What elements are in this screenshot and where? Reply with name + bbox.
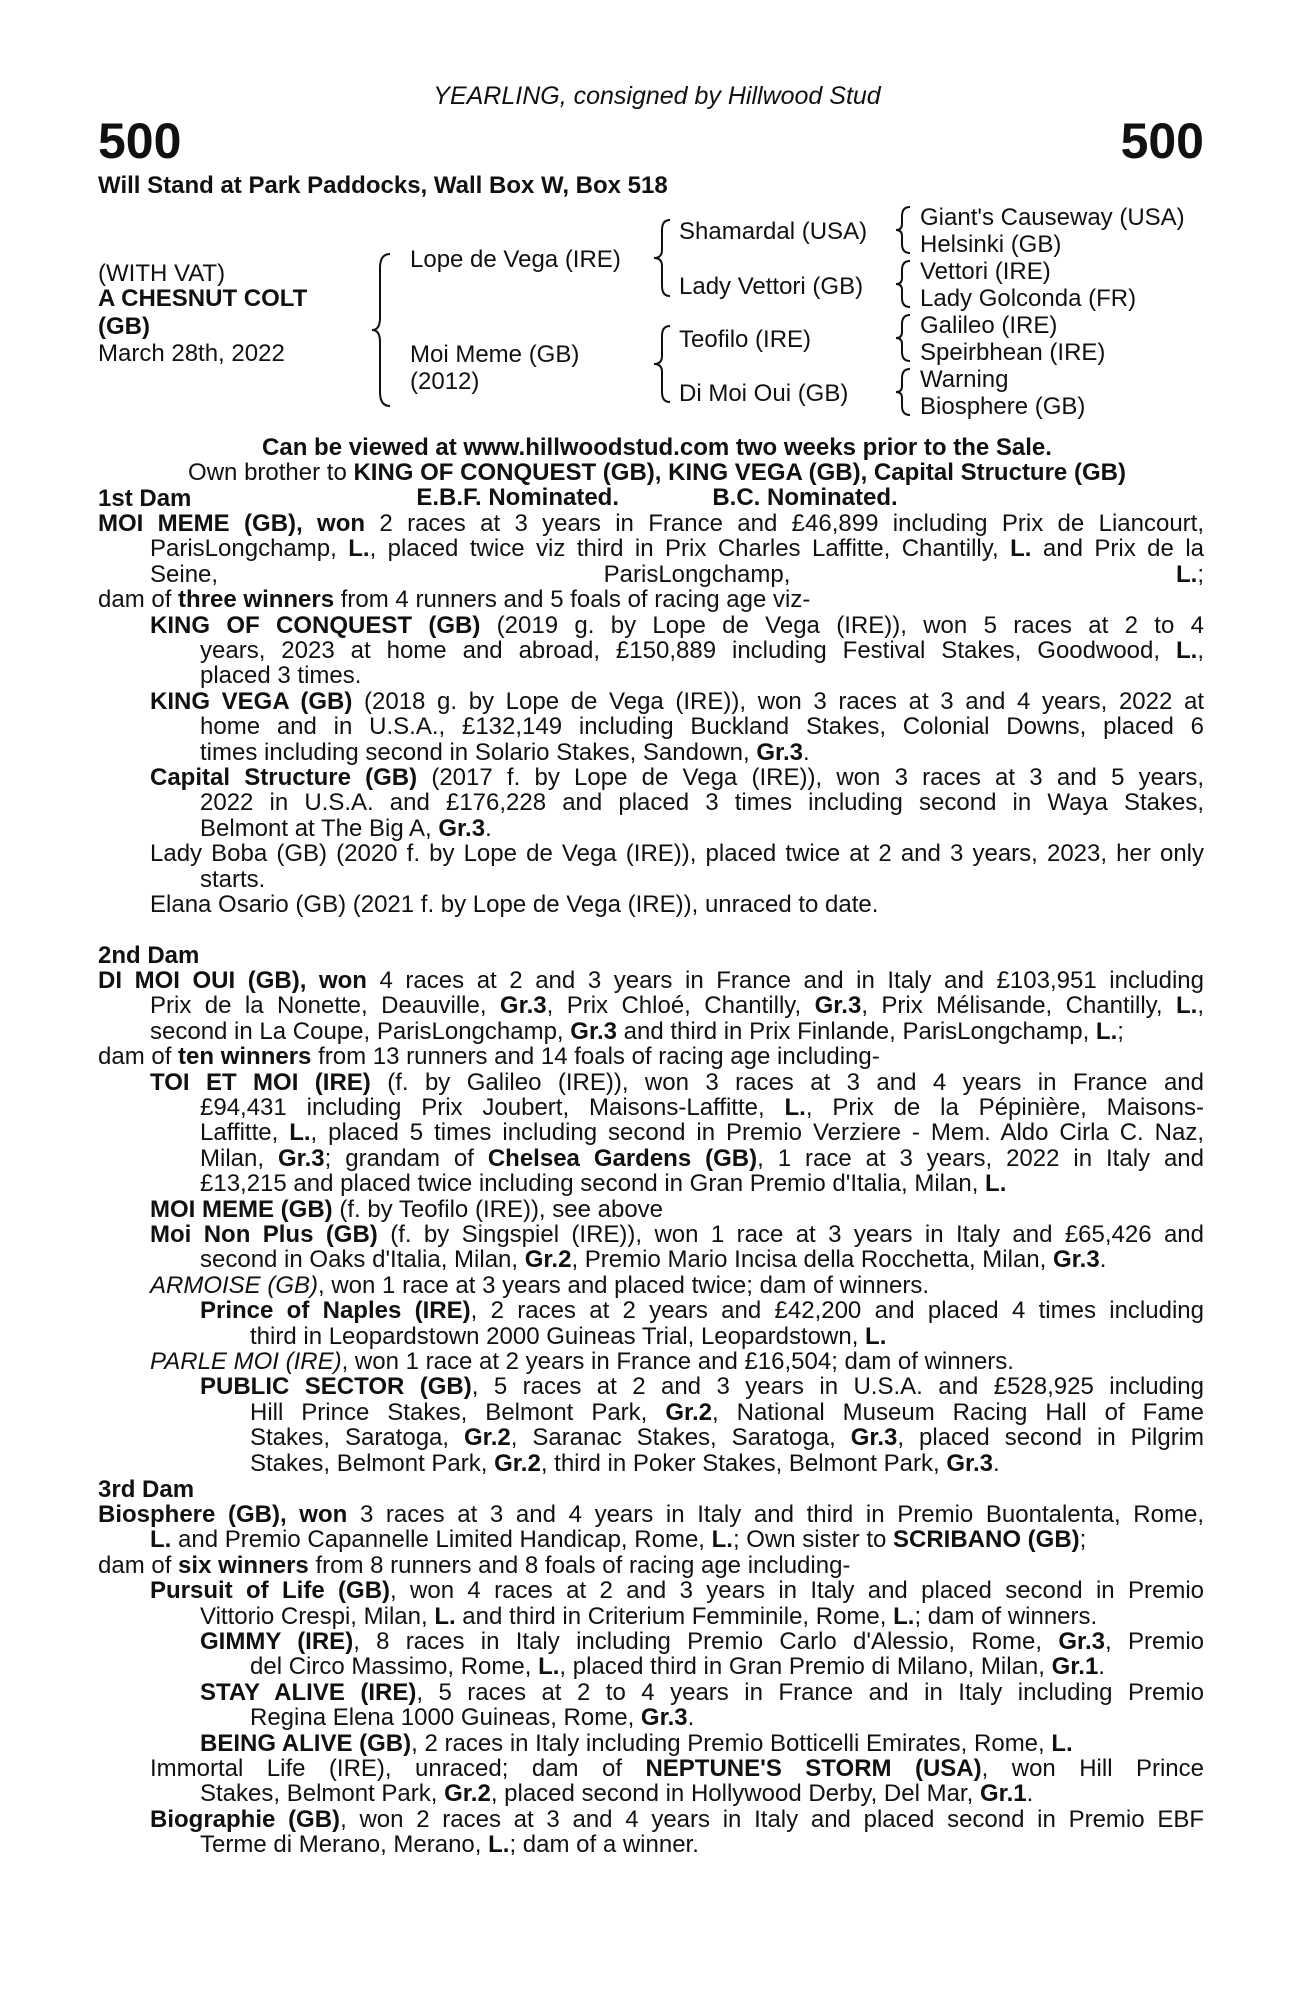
dam2-line: TOI ET MOI (IRE) (f. by Galileo (IRE)), won 3 races at 3 and 4 years in France and [150,1069,1204,1095]
dam2-line: Stakes, Belmont Park, Gr.2, third in Poker Stakes, Belmont Park, Gr.3. [250,1449,1000,1477]
bc-nomination: B.C. Nominated. [712,484,898,511]
granddam-line-3: Vettori (IRE) [920,258,1051,285]
sire-dam: Lady Vettori (GB) [679,273,864,300]
dam2-line: £13,215 and placed twice including second in Gran Premio d'Italia, Milan, L. [200,1170,1007,1198]
dam1-line: Lady Boba (GB) (2020 f. by Lope de Vega (IRE)), placed twice at 2 and 3 years, 2023, her only [150,841,1204,867]
dam1-line: years, 2023 at home and abroad, £150,889 including Festival Stakes, Goodwood, L., [200,638,1204,664]
dam1-line: KING VEGA (GB) (2018 g. by Lope de Vega (IRE)), won 3 races at 3 and 4 years, 2022 at [150,688,1204,715]
own-brother-note [0,459,1314,487]
dam2-line: third in Leopardstown 2000 Guineas Trial, Leopardstown, L. [250,1322,887,1350]
brace-g4 [892,366,914,418]
dam2-line: Laffitte, L., placed 5 times including second in Premio Verziere - Mem. Aldo Cirla C. Naz, [200,1120,1204,1146]
dam2-line: Moi Non Plus (GB) (f. by Singspiel (IRE)), won 1 race at 3 years in Italy and £65,426 and [150,1222,1204,1248]
dam-dam: Di Moi Oui (GB) [679,380,849,407]
dam3-line: Biosphere (GB), won 3 races at 3 and 4 years in Italy and third in Premio Buontalenta, Rome, [98,1502,1204,1528]
dam1-line: home and in U.S.A., £132,149 including Buckland Stakes, Colonial Downs, placed 6 [200,714,1204,740]
dam2-line: Milan, Gr.3; grandam of Chelsea Gardens (GB), 1 race at 3 years, 2022 in Italy and [200,1145,1204,1172]
dam2-line: second in Oaks d'Italia, Milan, Gr.2, Premio Mario Incisa della Rocchetta, Milan, Gr.3. [200,1246,1107,1274]
granddam-line-2: Helsinki (GB) [920,231,1062,258]
granddam-line-5: Galileo (IRE) [920,312,1058,339]
dam2-line: Stakes, Saratoga, Gr.2, Saranac Stakes, Saratoga, Gr.3, placed second in Pilgrim [250,1425,1204,1451]
dam2-heading: 2nd Dam [98,942,200,969]
brace-g2 [892,258,914,310]
dam1-line: 2022 in U.S.A. and £176,228 and placed 3 times including second in Waya Stakes, [200,790,1204,816]
dam2-line: MOI MEME (GB) (f. by Teofilo (IRE)), see above [150,1195,664,1223]
vat-note: (WITH VAT) [98,260,226,287]
horse-name: A CHESNUT COLT [98,285,308,312]
consignment-subtitle: YEARLING, consigned by Hillwood Stud [433,82,881,110]
dam1-line: Capital Structure (GB) (2017 f. by Lope de Vega (IRE)), won 3 races at 3 and 5 years, [150,765,1204,791]
nomination-note [0,484,1314,512]
brace-dam-line [650,322,674,406]
dam3-line: Terme di Merano, Merano, L.; dam of a winner. [200,1831,699,1859]
dam3-line: L. and Premio Capannelle Limited Handicap, Rome, L.; Own sister to SCRIBANO (GB); [150,1526,1087,1554]
granddam-line-7: Warning [920,366,1009,393]
dam1-line: Elana Osario (GB) (2021 f. by Lope de Vega (IRE)), unraced to date. [150,891,879,918]
own-brother-prefix: Own brother to [188,459,354,486]
lot-number-left: 500 [98,113,182,169]
dam3-heading: 3rd Dam [98,1476,195,1503]
dam-sire: Teofilo (IRE) [679,326,812,353]
granddam-line-4: Lady Golconda (FR) [920,285,1137,312]
dam3-line: del Circo Massimo, Rome, L., placed third in Gran Premio di Milano, Milan, Gr.1. [250,1653,1105,1681]
dam3-line: STAY ALIVE (IRE), 5 races at 2 to 4 years in France and in Italy including Premio [200,1679,1204,1706]
own-brother-names: KING OF CONQUEST (GB), KING VEGA (GB), Capital Structure (GB) [353,459,1126,486]
dam3-line: GIMMY (IRE), 8 races in Italy including Premio Carlo d'Alessio, Rome, Gr.3, Premio [200,1629,1204,1655]
dam1-line: placed 3 times. [200,662,362,690]
dam3-line: dam of six winners from 8 runners and 8 foals of racing age including- [98,1551,851,1579]
dam1-line: times including second in Solario Stakes, Sandown, Gr.3. [200,738,810,766]
dam3-line: Stakes, Belmont Park, Gr.2, placed second in Hollywood Derby, Del Mar, Gr.1. [200,1780,1034,1808]
dam3-line: Vittorio Crespi, Milan, L. and third in Criterium Femminile, Rome, L.; dam of winners. [200,1602,1098,1630]
dam3-line: BEING ALIVE (GB), 2 races in Italy including Premio Botticelli Emirates, Rome, L. [200,1729,1073,1757]
brace-parents [368,250,396,410]
dam1-line: Belmont at The Big A, Gr.3. [200,814,492,842]
dam3-line: Immortal Life (IRE), unraced; dam of NEPTUNE'S STORM (USA), won Hill Prince [150,1756,1204,1782]
granddam-line-1: Giant's Causeway (USA) [920,204,1185,231]
dam: Moi Meme (GB) [410,341,580,368]
sire: Lope de Vega (IRE) [410,246,621,273]
dam1-heading: 1st Dam [98,485,192,512]
dam1-line: starts. [200,865,266,893]
brace-sire-line [650,216,674,300]
dam2-line: PUBLIC SECTOR (GB), 5 races at 2 and 3 years in U.S.A. and £528,925 including [200,1374,1204,1400]
brace-g3 [892,312,914,364]
granddam-line-6: Speirbhean (IRE) [920,339,1106,366]
dam2-line: Prix de la Nonette, Deauville, Gr.3, Prix Chloé, Chantilly, Gr.3, Prix Mélisande, Chantilly, L., [150,993,1204,1019]
viewing-note: Can be viewed at www.hillwoodstud.com two weeks prior to the Sale. [262,434,1052,461]
dam2-line: ARMOISE (GB), won 1 race at 3 years and placed twice; dam of winners. [150,1271,929,1299]
sire-sire: Shamardal (USA) [679,218,868,245]
dam2-line: Hill Prince Stakes, Belmont Park, Gr.2, National Museum Racing Hall of Fame [250,1399,1204,1426]
dam2-line: DI MOI OUI (GB), won 4 races at 2 and 3 years in France and in Italy and £103,951 including [98,968,1204,994]
dam2-line: dam of ten winners from 13 runners and 14 foals of racing age including- [98,1043,880,1071]
horse-origin: (GB) [98,313,150,340]
ebf-nomination: E.B.F. Nominated. [416,484,619,511]
dam2-line: Prince of Naples (IRE), 2 races at 2 years and £42,200 and placed 4 times including [200,1298,1204,1324]
dam1-line: KING OF CONQUEST (GB) (2019 g. by Lope de Vega (IRE)), won 5 races at 2 to 4 [150,612,1204,638]
dam-year: (2012) [410,368,480,395]
granddam-line-8: Biosphere (GB) [920,393,1086,420]
lot-number-right: 500 [1120,113,1204,169]
dam2-line: PARLE MOI (IRE), won 1 race at 2 years in France and £16,504; dam of winners. [150,1348,1014,1375]
dam3-line: Regina Elena 1000 Guineas, Rome, Gr.3. [250,1704,695,1732]
dam1-line: dam of three winners from 4 runners and 5 foals of racing age viz- [98,586,811,614]
dam1-line: Seine, ParisLongchamp, L.; [150,561,1204,588]
dam2-line: £94,431 including Prix Joubert, Maisons-Laffitte, L., Prix de la Pépinière, Maisons- [200,1095,1204,1121]
dam3-line: Biographie (GB), won 2 races at 3 and 4 years in Italy and placed second in Premio EBF [150,1806,1204,1833]
foaling-date: March 28th, 2022 [98,340,285,367]
dam2-line: second in La Coupe, ParisLongchamp, Gr.3 and third in Prix Finlande, ParisLongchamp, L.; [150,1017,1124,1045]
dam1-line: ParisLongchamp, L., placed twice viz third in Prix Charles Laffitte, Chantilly, L. and Prix de la [150,536,1204,562]
stand-location: Will Stand at Park Paddocks, Wall Box W, Box 518 [98,172,668,199]
dam3-line: Pursuit of Life (GB), won 4 races at 2 and 3 years in Italy and placed second in Premio [150,1578,1204,1604]
brace-g1 [892,204,914,256]
dam1-line: MOI MEME (GB), won 2 races at 3 years in France and £46,899 including Prix de Liancourt, [98,511,1204,537]
